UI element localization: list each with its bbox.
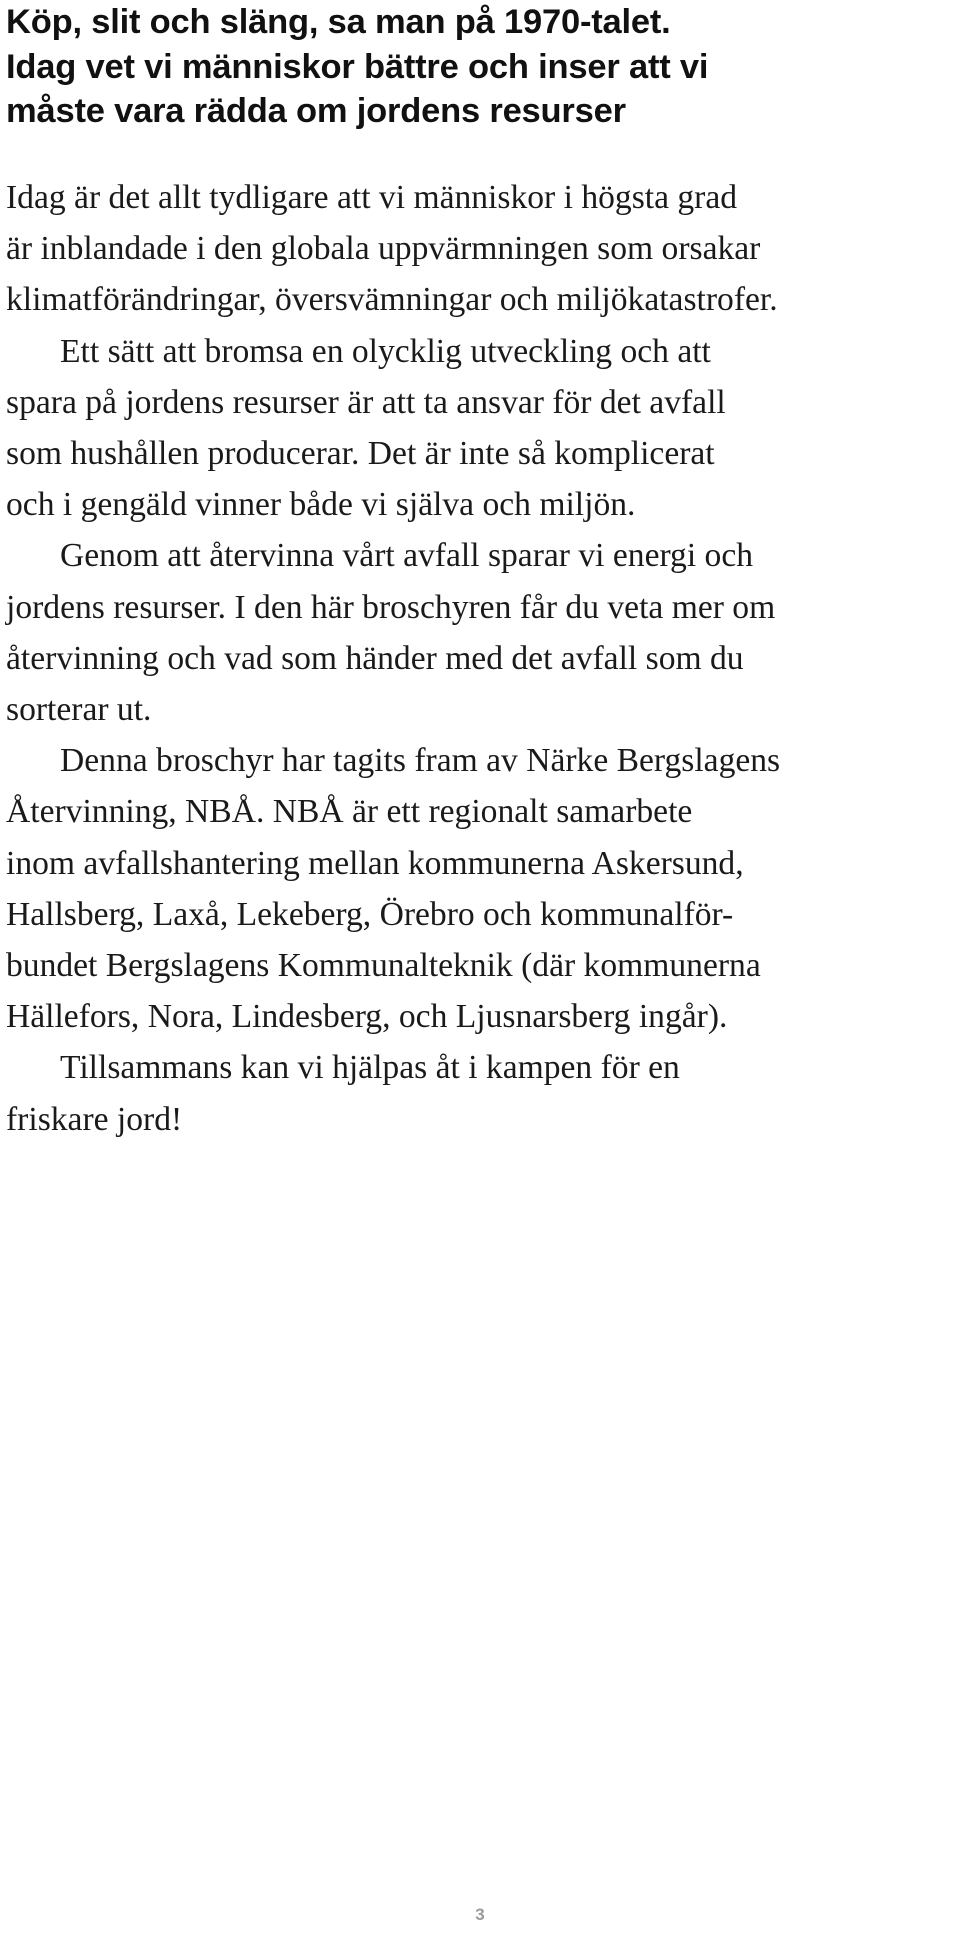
body-line: återvinning och vad som händer med det avfall som du <box>6 639 744 677</box>
body-line: Hallsberg, Laxå, Lekeberg, Örebro och kommunalför- <box>6 895 734 933</box>
heading-line: Köp, slit och släng, sa man på 1970-talet. <box>6 3 671 41</box>
body-line: klimatförändringar, översvämningar och miljökatastrofer. <box>6 281 778 319</box>
body-line: Genom att återvinna vårt avfall sparar vi energi och <box>60 537 754 575</box>
body-line: Tillsammans kan vi hjälpas åt i kampen för en <box>60 1049 680 1087</box>
body-line: bundet Bergslagens Kommunalteknik (där kommunerna <box>6 947 761 985</box>
body-line: inom avfallshantering mellan kommunerna Askersund, <box>6 844 744 882</box>
heading-line: måste vara rädda om jordens resurser <box>6 92 626 130</box>
body-line: som hushållen producerar. Det är inte så komplicerat <box>6 435 715 473</box>
body-line: Återvinning, NBÅ. NBÅ är ett regionalt samarbete <box>6 793 693 831</box>
heading-line: Idag vet vi människor bättre och inser att vi <box>6 47 709 86</box>
body-text <box>6 172 956 1145</box>
body-line: och i gengäld vinner både vi själva och miljön. <box>6 486 636 524</box>
body-line: Ett sätt att bromsa en olycklig utveckling och att <box>60 332 711 370</box>
page-number: 3 <box>475 1905 485 1924</box>
page-heading <box>6 0 958 134</box>
body-line: Denna broschyr har tagits fram av Närke Bergslagens <box>60 742 781 780</box>
body-line: spara på jordens resurser är att ta ansvar för det avfall <box>6 383 726 421</box>
body-line: är inblandade i den globala uppvärmningen som orsakar <box>6 230 761 268</box>
body-line: Hällefors, Nora, Lindesberg, och Ljusnarsberg ingår). <box>6 998 728 1036</box>
body-line: sorterar ut. <box>6 691 152 729</box>
body-line: jordens resurser. I den här broschyren får du veta mer om <box>6 588 776 626</box>
body-line: Idag är det allt tydligare att vi människor i högsta grad <box>6 179 738 216</box>
body-line: friskare jord! <box>6 1100 183 1138</box>
